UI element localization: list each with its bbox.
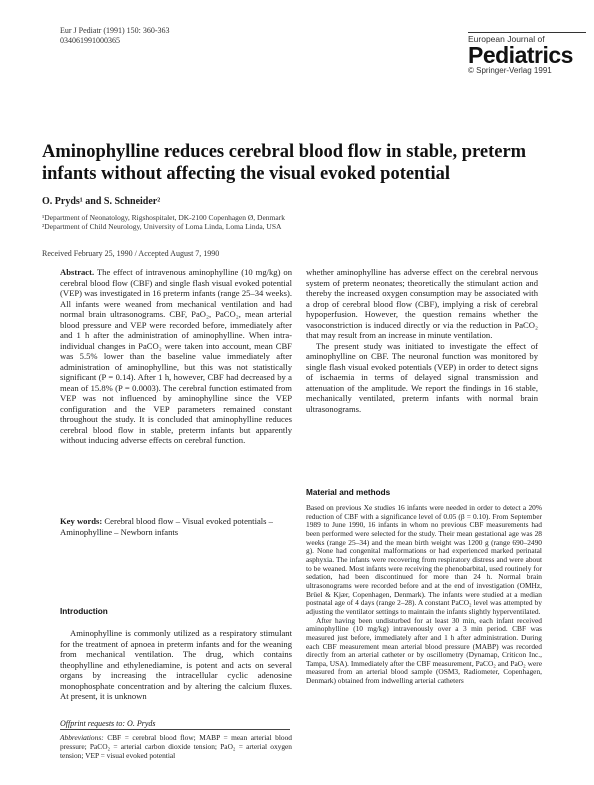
footnote-rule <box>60 729 290 730</box>
keywords-label: Key words: <box>60 516 103 526</box>
doi-line: 034061991000365 <box>60 36 120 45</box>
methods-heading: Material and methods <box>306 488 391 497</box>
intro-heading: Introduction <box>60 607 108 616</box>
affiliation-1: ¹Department of Neonatology, Rigshospitalet, DK-2100 Copenhagen Ø, Denmark <box>42 213 285 222</box>
affiliation-2: ²Department of Child Neurology, University of Loma Linda, Loma Linda, USA <box>42 222 282 231</box>
abstract-text: The effect of intravenous aminophylline (10 mg/kg) on cerebral blood flow (CBF) and single flash visual evoked potential (VEP) was investigated in 16 preterm infants (range 25–34 weeks). All infants were weaned from mechanical ventilation and had normal brain ultrasonograms. CBF, PaO₂, PaCO₂, mean arterial blood pressure and VEP were recorded before, immediately after and 1 h after the administration of aminophylline. When intra-individual changes in PaCO₂ were taken into account, mean CBF was 5.5% lower than the baseline value immediately after administration of aminophylline, but this was not statistically significant (P = 0.14). After 1 h, however, CBF had decreased by a mean of 15.8% (P = 0.0003). The cerebral function estimated from VEP was not influenced by aminophylline since the VEP configuration and the VEP parameters remained constant throughout the study. It is concluded that aminophylline reduces cerebral blood flow in stable, preterm infants but apparently without inducing adverse effects on cerebral function. <box>60 267 292 445</box>
study-aim: The present study was initiated to investigate the effect of aminophylline on CBF. The neuronal function was monitored by single flash visual evoked potentials (VEP) in order to detect signs of ischaemia in terms of delayed signal transmission and attenuation of the amplitude. We report the findings in 16 stable, mechanically ventilated, preterm infants with normal brain ultrasonograms. <box>306 340 538 414</box>
intro-text <box>60 628 292 702</box>
abstract <box>60 267 292 446</box>
keywords-text: Cerebral blood flow – Visual evoked potentials – Aminophylline – Newborn infants <box>60 516 273 537</box>
keywords <box>60 516 292 537</box>
offprint-note: Offprint requests to: O. Pryds <box>60 719 156 728</box>
publisher-line: © Springer-Verlag 1991 <box>468 66 552 75</box>
journal-prefix: European Journal of <box>468 32 586 44</box>
citation-line: Eur J Pediatr (1991) 150: 360-363 <box>60 26 170 35</box>
intro-continued: whether aminophylline has adverse effect on the cerebral nervous system of preterm neonates; theoretically the stimulant action and thereby the increased oxygen consumption may be associated with a drop of cerebral blood flow (CBF), implying a risk of cerebral hypoperfusion. However, the question remains whether the vasoconstriction is induced directly or via the reduction in PaCO₂ that may result from an increase in minute ventilation. <box>306 267 538 340</box>
article-title: Aminophylline reduces cerebral blood flow in stable, preterm infants without affecting the visual evoked potential <box>42 142 527 184</box>
methods-paragraph-2: After having been undisturbed for at least 30 min, each infant received aminophylline (10 mg/kg) intravenously over a 3 min period. CBF was measured just before, immediately after and 1 h after administration. During each CBF measurement mean arterial blood pressure (MABP) was recorded directly from an arterial catheter or by oscillometry (Dynamap, Criticon Inc., Tampa, USA). Immediately after the CBF measurement, PaCO₂ and PaO₂ were measured from an arterial blood sample (OSM3, Radiometer, Copenhagen, Denmark) obtained from indwelling arterial catheters <box>306 615 542 686</box>
abbreviations <box>60 733 292 760</box>
journal-name: Pediatrics <box>468 42 573 68</box>
affiliations <box>42 213 285 231</box>
authors: O. Pryds¹ and S. Schneider² <box>42 196 161 207</box>
methods-paragraph-1: Based on previous Xe studies 16 infants were needed in order to detect a 20% reduction of CBF with a significance level of 0.05 (β = 0.10). From September 1989 to June 1990, 16 infants in whom no previous CBF measurements had been performed were selected for the study. Their mean gestational age was 28 weeks (range 25–34) and the mean birth weight was 1200 g (range 690–2490 g). None had congenital malformations or had experienced marked perinatal asphyxia. The infants were recovering from respiratory distress and were about to be weaned. Most infants were receiving the phenobarbital, used routinely for sedation, had been discontinued for more than 24 h. Normal brain ultrasonograms were recorded before and at the end of investigation (OMHz, Brüel & Kjær, Copenhagen, Denmark). The infants were studied at a median postnatal age of 4 days (range 2–28). A constant PaCO₂ level was attempted by adjusting the ventilator settings to maintain the infants slightly hyperventilated. <box>306 503 542 616</box>
abbreviations-text: CBF = cerebral blood flow; MABP = mean arterial blood pressure; PaCO₂ = arterial carbon dioxide tension; PaO₂ = arterial oxygen tension; VEP = visual evoked potential <box>60 733 292 760</box>
abstract-label: Abstract. <box>60 267 95 277</box>
journal-masthead <box>468 32 586 76</box>
intro-paragraph: Aminophylline is commonly utilized as a respiratory stimulant for the treatment of apnoea in preterm infants and for the weaning from mechanical ventilation. The drug, which contains theophylline and ethylenediamine, is potent and acts on several organs by increasing the intracellular cyclic adenosine monophosphate concentration and by altering the calcium fluxes. At present, it is unknown <box>60 628 292 701</box>
citation-block <box>60 26 170 46</box>
right-column-intro <box>306 267 538 414</box>
received-dates: Received February 25, 1990 / Accepted August 7, 1990 <box>42 249 220 258</box>
abbreviations-label: Abbreviations: <box>60 733 104 742</box>
methods-text <box>306 504 542 686</box>
